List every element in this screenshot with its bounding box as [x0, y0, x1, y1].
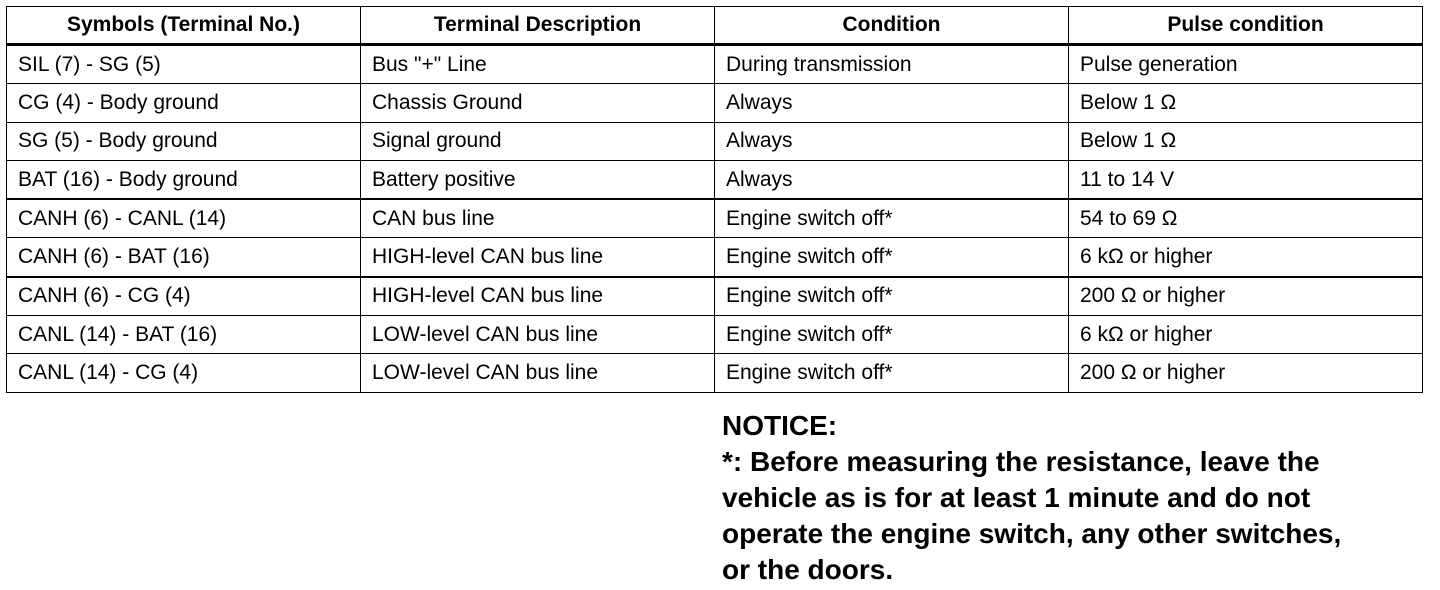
- terminal-table: [6, 6, 1423, 393]
- cell-symbols: BAT (16) - Body ground: [7, 160, 361, 199]
- header-condition: Condition: [715, 7, 1069, 45]
- notice-line: operate the engine switch, any other switches,: [722, 518, 1342, 549]
- table-row: [7, 199, 1423, 238]
- notice-line: or the doors.: [722, 554, 894, 585]
- cell-symbols: CG (4) - Body ground: [7, 84, 361, 122]
- cell-pulse-condition: 200 Ω or higher: [1069, 277, 1423, 316]
- cell-description: HIGH-level CAN bus line: [361, 238, 715, 277]
- cell-description: LOW-level CAN bus line: [361, 316, 715, 354]
- cell-pulse-condition: Below 1 Ω: [1069, 122, 1423, 160]
- table-row: [7, 238, 1423, 277]
- cell-symbols: CANH (6) - CANL (14): [7, 199, 361, 238]
- header-pulse-condition: Pulse condition: [1069, 7, 1423, 45]
- table-row: [7, 316, 1423, 354]
- cell-condition: Engine switch off*: [715, 199, 1069, 238]
- notice-title: NOTICE:: [722, 410, 838, 441]
- cell-condition: Engine switch off*: [715, 316, 1069, 354]
- table-row: [7, 122, 1423, 160]
- cell-description: LOW-level CAN bus line: [361, 354, 715, 392]
- table-row: [7, 277, 1423, 316]
- cell-pulse-condition: 6 kΩ or higher: [1069, 316, 1423, 354]
- cell-pulse-condition: 6 kΩ or higher: [1069, 238, 1423, 277]
- cell-condition: Always: [715, 160, 1069, 199]
- table-row: [7, 160, 1423, 199]
- cell-pulse-condition: 54 to 69 Ω: [1069, 199, 1423, 238]
- cell-description: Battery positive: [361, 160, 715, 199]
- cell-symbols: CANL (14) - BAT (16): [7, 316, 361, 354]
- cell-condition: During transmission: [715, 45, 1069, 84]
- cell-condition: Always: [715, 84, 1069, 122]
- header-terminal-description: Terminal Description: [361, 7, 715, 45]
- cell-symbols: SG (5) - Body ground: [7, 122, 361, 160]
- cell-pulse-condition: 200 Ω or higher: [1069, 354, 1423, 392]
- cell-condition: Engine switch off*: [715, 354, 1069, 392]
- header-symbols: Symbols (Terminal No.): [7, 7, 361, 45]
- cell-condition: Always: [715, 122, 1069, 160]
- notice-block: [722, 408, 1422, 588]
- cell-symbols: SIL (7) - SG (5): [7, 45, 361, 84]
- cell-pulse-condition: Below 1 Ω: [1069, 84, 1423, 122]
- cell-symbols: CANH (6) - BAT (16): [7, 238, 361, 277]
- cell-pulse-condition: Pulse generation: [1069, 45, 1423, 84]
- cell-symbols: CANL (14) - CG (4): [7, 354, 361, 392]
- notice-line: *: Before measuring the resistance, leave the: [722, 446, 1320, 477]
- cell-description: HIGH-level CAN bus line: [361, 277, 715, 316]
- cell-condition: Engine switch off*: [715, 277, 1069, 316]
- cell-description: CAN bus line: [361, 199, 715, 238]
- cell-symbols: CANH (6) - CG (4): [7, 277, 361, 316]
- table-header-row: [7, 7, 1423, 45]
- table-row: [7, 84, 1423, 122]
- cell-description: Chassis Ground: [361, 84, 715, 122]
- cell-condition: Engine switch off*: [715, 238, 1069, 277]
- cell-description: Bus "+" Line: [361, 45, 715, 84]
- table-row: [7, 45, 1423, 84]
- table-row: [7, 354, 1423, 392]
- notice-line: vehicle as is for at least 1 minute and do not: [722, 482, 1311, 513]
- cell-pulse-condition: 11 to 14 V: [1069, 160, 1423, 199]
- cell-description: Signal ground: [361, 122, 715, 160]
